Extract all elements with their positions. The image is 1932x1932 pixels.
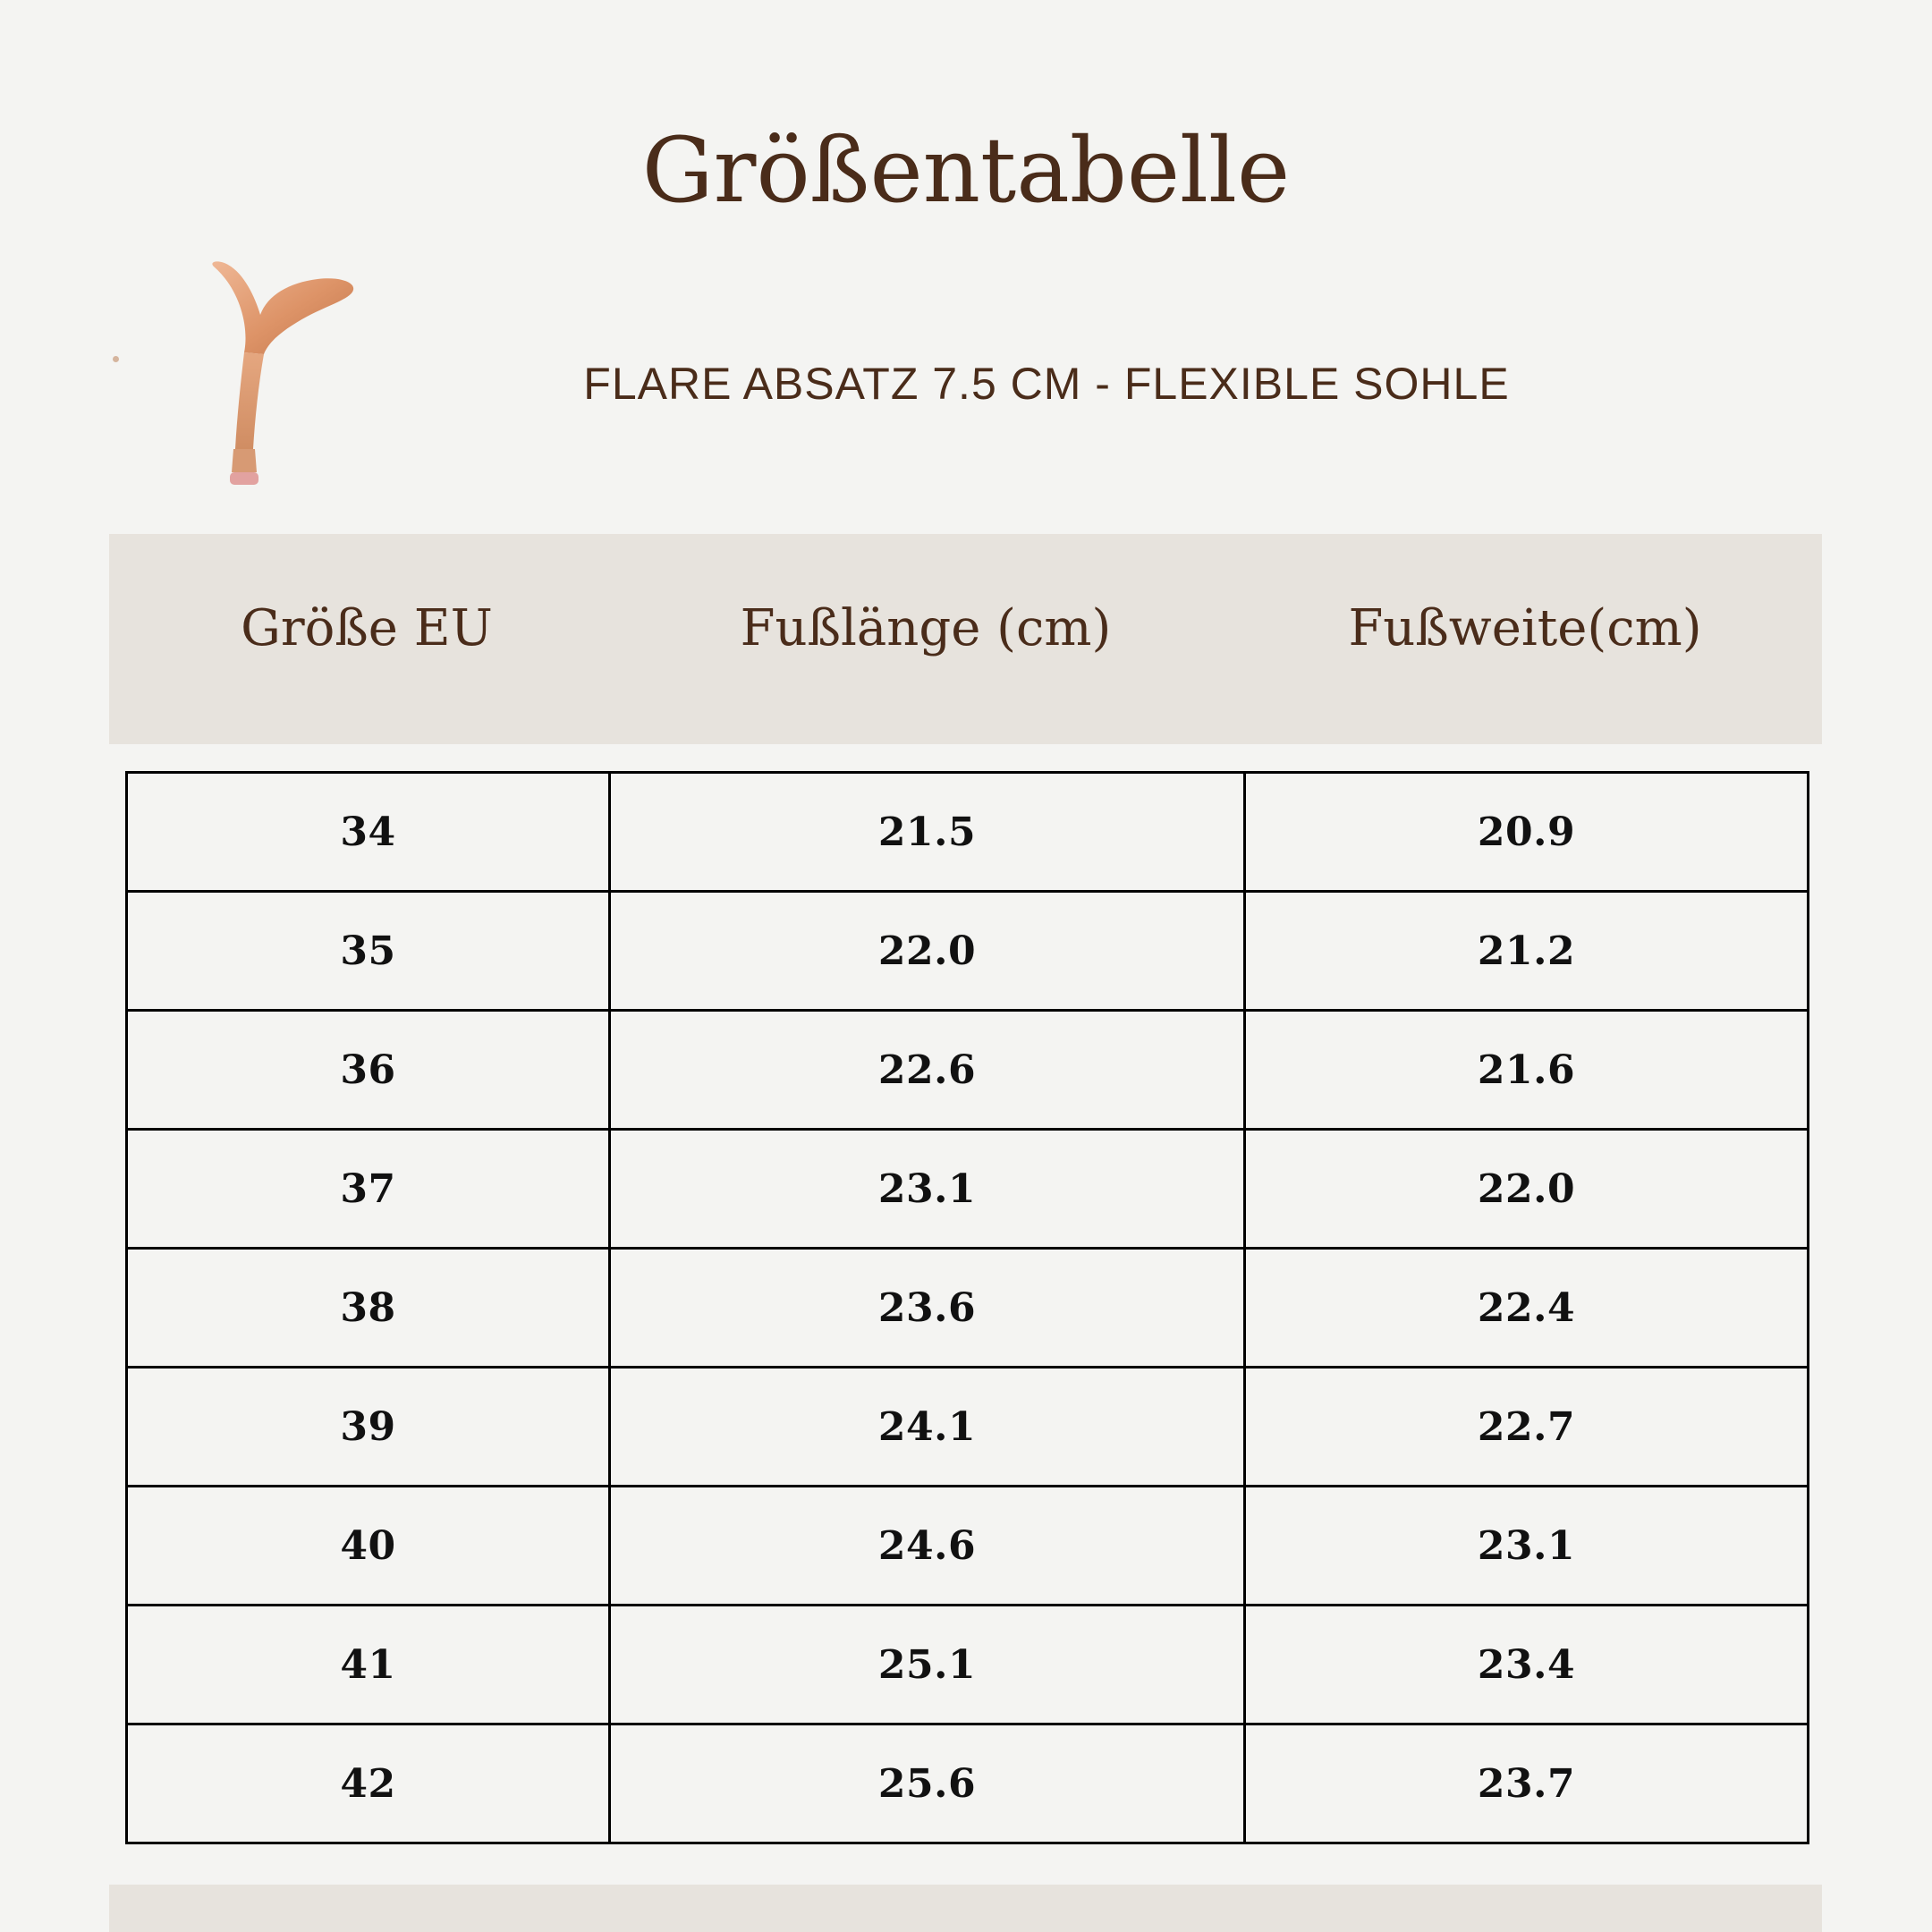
- cell-size-eu: 38: [127, 1249, 610, 1368]
- cell-foot-width: 22.0: [1245, 1130, 1809, 1249]
- cell-foot-length: 24.6: [610, 1487, 1245, 1606]
- cell-size-eu: 37: [127, 1130, 610, 1249]
- table-row: [127, 1249, 1809, 1368]
- cell-foot-width: 22.4: [1245, 1249, 1809, 1368]
- cell-foot-width: 23.4: [1245, 1606, 1809, 1724]
- high-heel-icon: [192, 259, 380, 505]
- cell-foot-length: 25.6: [610, 1724, 1245, 1843]
- column-header-foot-width: Fußweite(cm): [1348, 599, 1702, 657]
- cell-size-eu: 36: [127, 1011, 610, 1130]
- decorative-dot: [113, 356, 119, 362]
- cell-foot-length: 22.0: [610, 892, 1245, 1011]
- table-row: [127, 1606, 1809, 1724]
- table-row: [127, 1011, 1809, 1130]
- cell-foot-width: 21.6: [1245, 1011, 1809, 1130]
- cell-size-eu: 39: [127, 1368, 610, 1487]
- table-header-row: [125, 599, 1807, 657]
- size-table: [125, 771, 1809, 1844]
- table-row: [127, 892, 1809, 1011]
- page-title: Größentabelle: [641, 118, 1291, 223]
- cell-foot-length: 23.6: [610, 1249, 1245, 1368]
- cell-size-eu: 41: [127, 1606, 610, 1724]
- table-row: [127, 773, 1809, 892]
- cell-foot-length: 21.5: [610, 773, 1245, 892]
- table-footer-band: [109, 1885, 1822, 1932]
- cell-foot-width: 23.7: [1245, 1724, 1809, 1843]
- table-row: [127, 1130, 1809, 1249]
- cell-foot-width: 20.9: [1245, 773, 1809, 892]
- column-header-foot-length: Fußlänge (cm): [740, 599, 1112, 657]
- cell-foot-width: 23.1: [1245, 1487, 1809, 1606]
- cell-foot-width: 21.2: [1245, 892, 1809, 1011]
- page-subtitle: FLARE ABSATZ 7.5 CM - FLEXIBLE SOHLE: [583, 359, 1510, 409]
- cell-foot-length: 23.1: [610, 1130, 1245, 1249]
- cell-foot-length: 22.6: [610, 1011, 1245, 1130]
- cell-foot-width: 22.7: [1245, 1368, 1809, 1487]
- cell-foot-length: 25.1: [610, 1606, 1245, 1724]
- table-row: [127, 1487, 1809, 1606]
- cell-size-eu: 34: [127, 773, 610, 892]
- table-row: [127, 1368, 1809, 1487]
- cell-size-eu: 40: [127, 1487, 610, 1606]
- cell-size-eu: 42: [127, 1724, 610, 1843]
- cell-size-eu: 35: [127, 892, 610, 1011]
- table-row: [127, 1724, 1809, 1843]
- cell-foot-length: 24.1: [610, 1368, 1245, 1487]
- column-header-size-eu: Größe EU: [241, 599, 493, 657]
